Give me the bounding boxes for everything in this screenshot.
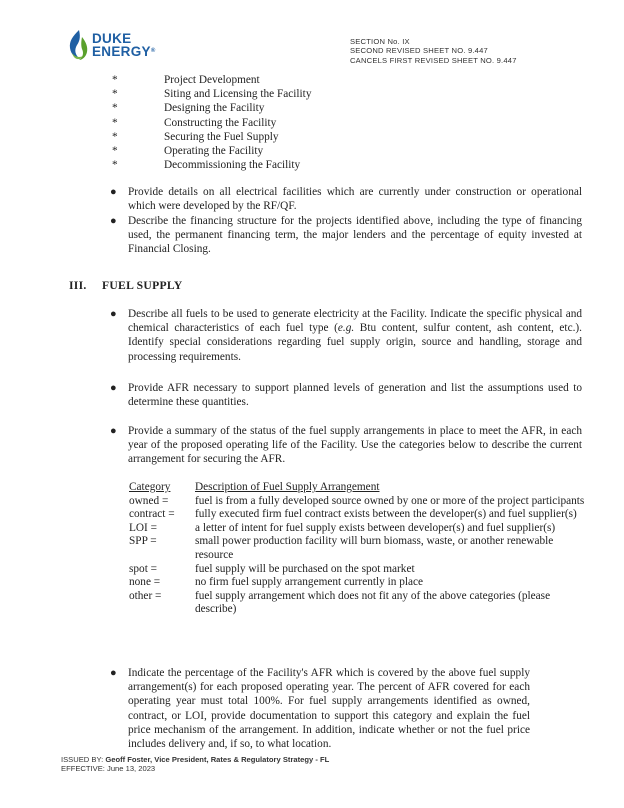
phase-marker: * (112, 88, 118, 101)
table-header-row (129, 481, 589, 495)
bullet-dot-icon: ● (110, 382, 117, 394)
bullet-afr-percentage (110, 666, 530, 751)
phase-item (112, 73, 311, 87)
bullet-describe-fuels (110, 307, 582, 364)
sheet-footer (61, 755, 329, 774)
logo-word-duke: DUKE (92, 31, 132, 46)
table-row (129, 508, 589, 522)
fuels-text-after: Btu content, sulfur content, ash content, etc.). Identify special considerations regarding fuel supply origin, source and handling, storage and processing requirements. (128, 322, 582, 363)
table-row (129, 590, 589, 617)
bullet-text: Provide AFR necessary to support planned levels of generation and list the assumptions used to determine these quantities. (128, 382, 582, 409)
section-title: FUEL SUPPLY (102, 279, 183, 292)
issued-value: Geoff Foster, Vice President, Rates & Regulatory Strategy - FL (105, 755, 330, 764)
phase-label: Operating the Facility (164, 145, 264, 158)
bullet-dot-icon: ● (110, 667, 117, 679)
row-category: contract = (129, 508, 175, 521)
phase-label: Siting and Licensing the Facility (164, 88, 312, 101)
bullet-text (128, 307, 582, 364)
row-category: other = (129, 589, 162, 602)
phase-label: Designing the Facility (164, 102, 265, 115)
row-description: fuel supply will be purchased on the spot market (195, 562, 415, 575)
row-category: owned = (129, 494, 169, 507)
duke-energy-logo (66, 28, 186, 62)
bullet-text: Provide a summary of the status of the fuel supply arrangements in place to meet the AFR, in each year of the proposed operating life of the Facility. Use the categories below to describe the current arrangement for securing the AFR. (128, 425, 582, 466)
phase-item (112, 116, 311, 130)
row-category: SPP = (129, 535, 157, 548)
row-description: small power production facility will burn biomass, waste, or another renewable resource (195, 535, 554, 561)
phase-marker: * (112, 159, 118, 172)
bullet-provide-afr (110, 381, 582, 409)
fuels-text-before: Describe all fuels to be used to generate electricity at the Facility. Indicate the specific physical and chemical characteristics of each fuel type ( (128, 308, 582, 335)
duke-energy-flame-icon (66, 28, 92, 62)
bullet-text: Indicate the percentage of the Facility's AFR which is covered by the above fuel supply arrangement(s) for each proposed operating year. The percent of AFR covered for each operating year must total 100%. For fuel supply arrangements identified as owned, contract, or LOI, provide documentation to support this category and explain the fuel price mechanism of the arrangement. In addition, indicate whether or not the fuel price includes delivery and, if so, to what location. (128, 667, 530, 751)
phase-item (112, 87, 311, 101)
phase-label: Constructing the Facility (164, 116, 277, 129)
phase-marker: * (112, 116, 118, 129)
footer-effective (61, 764, 329, 773)
logo-word-energy (92, 45, 156, 58)
logo-registered-mark: ® (150, 48, 156, 54)
sheet-header (350, 37, 517, 65)
header-revised-sheet: SECOND REVISED SHEET NO. 9.447 (350, 46, 488, 56)
bullet-dot-icon: ● (110, 308, 117, 320)
effective-label: EFFECTIVE: (61, 764, 105, 774)
fuel-arrangement-table (129, 481, 589, 617)
row-description: fully executed firm fuel contract exists between the developer(s) and fuel supplier(s) (195, 508, 577, 521)
fuels-text-italic: e.g. (337, 322, 355, 335)
section-heading (69, 279, 183, 292)
row-category: none = (129, 576, 161, 589)
row-description: no firm fuel supply arrangement currently in place (195, 576, 424, 589)
effective-value: June 13, 2023 (107, 764, 156, 774)
bullet-dot-icon: ● (110, 215, 117, 227)
row-description: a letter of intent for fuel supply exists between developer(s) and fuel supplier(s) (195, 521, 556, 534)
table-row (129, 495, 589, 509)
row-description: fuel supply arrangement which does not fit any of the above categories (please describe) (195, 589, 551, 616)
column-header-category: Category (129, 481, 171, 493)
phase-label: Project Development (164, 74, 260, 86)
footer-issued-by (61, 755, 329, 764)
header-cancels-sheet: CANCELS FIRST REVISED SHEET NO. 9.447 (350, 55, 517, 65)
table-row (129, 563, 589, 577)
phase-marker: * (112, 102, 118, 115)
phase-item (112, 144, 311, 158)
column-header-description: Description of Fuel Supply Arrangement (195, 481, 380, 493)
logo-energy-text: ENERGY (92, 44, 151, 59)
bullet-text: Provide details on all electrical facilities which are currently under construction or operational which were developed by the RF/QF. (128, 186, 582, 213)
bullet-dot-icon: ● (110, 186, 117, 198)
phase-item (112, 158, 311, 172)
table-row (129, 522, 589, 536)
row-category: spot = (129, 562, 158, 575)
phase-marker: * (112, 145, 118, 158)
bullet-financing-structure (110, 214, 582, 257)
row-category: LOI = (129, 521, 158, 534)
table-row (129, 576, 589, 590)
phase-marker: * (112, 74, 118, 86)
issued-label: ISSUED BY: (61, 755, 104, 764)
phase-item (112, 130, 311, 144)
phase-list (112, 73, 311, 172)
phase-label: Securing the Fuel Supply (164, 130, 279, 143)
bullet-electrical-facilities (110, 185, 582, 213)
bullet-status-summary (110, 424, 582, 467)
phase-label: Decommissioning the Facility (164, 159, 301, 172)
table-row (129, 535, 589, 562)
phase-marker: * (112, 130, 118, 143)
bullet-dot-icon: ● (110, 425, 117, 437)
section-number: III. (69, 279, 87, 292)
row-description: fuel is from a fully developed source owned by one or more of the project participants (195, 494, 585, 507)
phase-item (112, 101, 311, 115)
header-section: SECTION No. IX (350, 37, 410, 46)
bullet-text: Describe the financing structure for the projects identified above, including the type of financing used, the permanent financing term, the major lenders and the percentage of equity invested at Financial Closing. (128, 215, 582, 256)
